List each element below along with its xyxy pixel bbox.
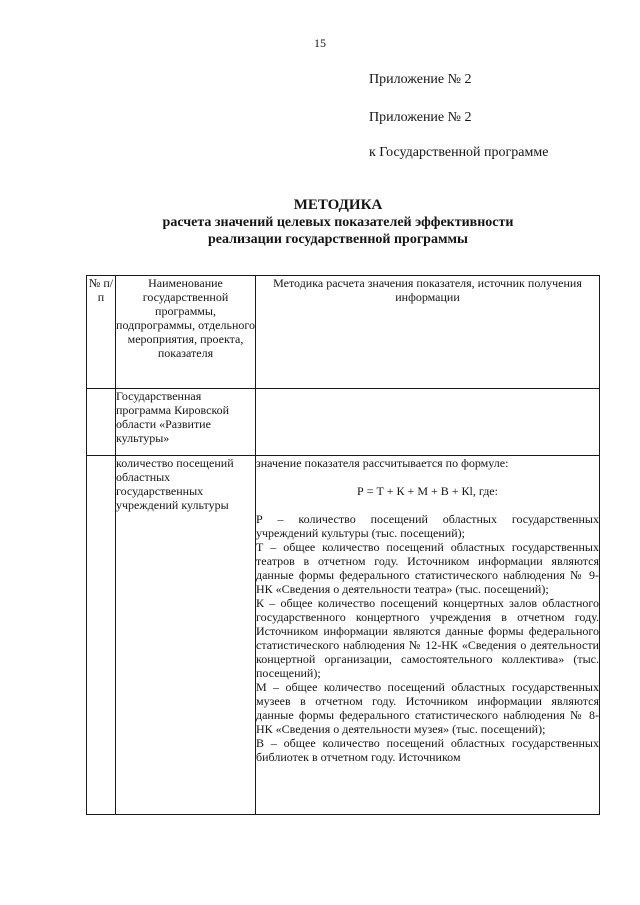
methodology-table [86,275,600,815]
indicator-method-cell [256,456,600,815]
method-intro: значение показателя рассчитывается по формуле: [256,456,509,470]
program-name-cell: Государственная программа Кировской области «Развитие культуры» [116,389,256,456]
row-number-cell [87,389,116,456]
header-name: Наименование государственной программы, подпрограммы, отдельного мероприятия, проекта, показателя [116,276,256,389]
definition-t: Т – общее количество посещений областных государственных театров в отчетном году. Источником информации являются данные формы федерального статистического наблюдения № 9-НК «Сведения о деятельности театра» (тыс. посещений); [256,540,599,596]
definition-b: В – общее количество посещений областных государственных библиотек в отчетном году. Источником [256,736,599,764]
header-method: Методика расчета значения показателя, источник получения информации [256,276,600,389]
row-number-cell [87,456,116,815]
appendix-line-2: Приложение № 2 [369,110,472,125]
table-row [87,456,600,815]
title-main: МЕТОДИКА [293,197,383,213]
page-number: 15 [314,36,326,50]
title-line-3: реализации государственной программы [208,232,468,247]
indicator-name-cell: количество посещений областных государственных учреждений культуры [116,456,256,815]
table-row [87,389,600,456]
title-line-2: расчета значений целевых показателей эффективности [162,215,514,230]
appendix-line-3: к Государственной программе [369,145,549,160]
definition-k: К – общее количество посещений концертных залов областного государственного концертного учреждения в отчетном году. Источником информации являются данные формы федерального статистического наблюдения № 12-НК «Сведения о деятельности концертной организации, самостоятельного коллектива» (тыс. посещений); [256,596,599,680]
table-header-row [87,276,600,389]
definition-m: М – общее количество посещений областных государственных музеев в отчетном году. Источником информации являются данные формы федерального статистического наблюдения № 8-НК «Сведения о деятельности музея» (тыс. посещений); [256,680,599,736]
method-formula: Р = Т + К + М + В + Кl, где: [357,484,498,498]
header-number: № п/п [87,276,116,389]
document-title [0,197,640,248]
appendix-line-1: Приложение № 2 [369,72,472,87]
program-method-cell [256,389,600,456]
definition-p: Р – количество посещений областных государственных учреждений культуры (тыс. посещений); [256,512,599,540]
